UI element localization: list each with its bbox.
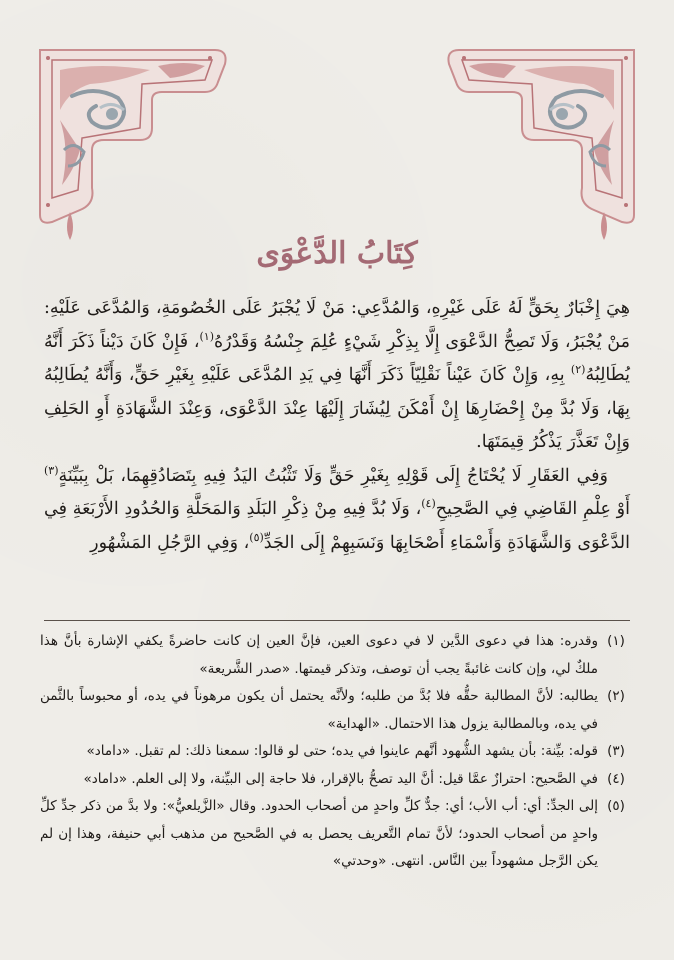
- page-title: كِتَابُ الدَّعْوَى: [256, 236, 418, 271]
- paragraph-2-part-b: أَوْ عِلْمِ القَاضِي فِي الصَّحِيحِ: [435, 499, 630, 519]
- footnote-2: [40, 683, 634, 738]
- footnote-divider: [44, 620, 630, 621]
- paragraph-2: [44, 460, 630, 561]
- decorative-corner-ornament: [0, 0, 674, 250]
- paragraph-1-part-b: ، فَإِنْ كَانَ دَيْناً ذَكَرَ أَنَّهُ يُطَالِبُهُ: [44, 331, 630, 385]
- footnotes: [40, 628, 634, 876]
- footnote-text: في الصَّحيح: احترازٌ عمَّا قيل: أنَّ اليد تصحُّ بالإقرار، فلا حاجة إلى البيِّنة، ولا إلى العلم. «داماد»: [83, 770, 598, 787]
- footnote-text: إلى الجدِّ: أي: أب الأب؛ أي: جدٌّ كلِّ واحدٍ من أصحاب الحدود. وقال «الزَّيلعيُّ»: ولا بدَّ من ذكر جدِّ كلِّ واحدٍ من أصحاب الحدود؛ لأنَّ تمام التَّعريف يحصل به في الصَّحيح من مذهب أبي حنيفة، وهذا إن لم يكن الرَّجل مشهوداً بين النَّاس. انتهى. «وحدتي»: [40, 798, 598, 869]
- footnote-3: [40, 738, 634, 766]
- footnote-ref-1[interactable]: (١): [199, 329, 215, 343]
- footnote-number: (٥): [607, 798, 625, 814]
- footnote-text: وقدره: هذا في دعوى الدَّين لا في دعوى العين، فإنَّ العين إن كانت حاضرةً يكفي الإشارة بأنَّ هذا ملكٌ لي، وإن كانت غائبةً يجب أن توصف، وتذكر قيمتها. «صدر الشَّريعة»: [40, 633, 598, 677]
- footnote-number: (٢): [607, 688, 625, 704]
- paragraph-2-part-a: وَفِي العَقَارِ لَا يُحْتَاجُ إِلَى قَوْلِهِ بِغَيْرِ حَقٍّ وَلَا تَثْبُتُ اليَدُ فِيهِ بِتَصَادُقِهِمَا، بَلْ بِبَيِّنَةٍ: [58, 465, 608, 486]
- footnote-number: (١): [607, 633, 625, 649]
- paragraph-1-part-a: هِيَ إِخْبَارٌ بِحَقٍّ لَهُ عَلَى غَيْرِهِ، وَالمُدَّعِي: مَنْ لَا يُجْبَرُ عَلَى الخُصُومَةِ، وَالمُدَّعَى عَلَيْهِ: مَنْ يُجْبَرُ، وَلَا تَصِحُّ الدَّعْوَى إِلَّا بِذِكْرِ شَيْءٍ عُلِمَ جِنْسُهُ وَقَدْرُهُ: [44, 298, 630, 352]
- paragraph-2-part-d: ، وَفِي الرَّجُلِ المَشْهُورِ: [90, 532, 250, 553]
- footnote-ref-4[interactable]: (٤): [421, 497, 436, 511]
- footnote-4: [40, 766, 634, 794]
- footnote-number: (٣): [607, 743, 625, 759]
- footnote-text: قوله: بيِّنة: بأن يشهد الشُّهود أنَّهم عاينوا في يده؛ حتى لو قالوا: سمعنا ذلك: لم تقبل. «داماد»: [86, 743, 598, 759]
- main-text: [44, 292, 630, 560]
- paragraph-1-part-c: بِهِ، وَإِنْ كَانَ عَيْناً نَقْلِيّاً ذَكَرَ أَنَّهَا فِي يَدِ المُدَّعَى عَلَيْهِ بِغَيْرِ حَقٍّ، وَأَنَّهُ يُطَالِبُهُ بِهَا، وَلَا بُدَّ مِنْ إِحْضَارِهَا إِنْ أَمْكَنَ لِيُشَارَ إِلَيْهَا عِنْدَ الدَّعْوَى، وَعِنْدَ الشَّهَادَةِ أَوِ الحَلِفِ وَإِنْ تَعَذَّرَ يَذْكُرُ قِيمَتَهَا.: [44, 365, 630, 452]
- paragraph-1: [44, 292, 630, 460]
- footnote-text: يطالبه: لأنَّ المطالبة حقُّه فلا بُدَّ من طلبه؛ ولأنَّه يحتمل أن يكون مرهوناً في يده، أو محبوساً بالثَّمن في يده، وبالمطالبة يزول هذا الاحتمال. «الهداية»: [40, 688, 598, 732]
- footnote-5: [40, 793, 634, 876]
- footnote-ref-2[interactable]: (٢): [570, 363, 586, 377]
- footnote-ref-3[interactable]: (٣): [44, 463, 59, 477]
- paragraph-2-part-c: ، وَلَا بُدَّ فِيهِ مِنْ ذِكْرِ البَلَدِ وَالمَحَلَّةِ وَالحُدُودِ الأَرْبَعَةِ فِي الدَّعْوَى وَالشَّهَادَةِ وَأَسْمَاءِ أَصْحَابِهَا وَنَسَبِهِمْ إِلَى الجَدِّ: [44, 499, 630, 553]
- footnote-number: (٤): [607, 770, 625, 787]
- footnote-ref-5[interactable]: (٥): [249, 530, 264, 544]
- footnote-1: [40, 628, 634, 683]
